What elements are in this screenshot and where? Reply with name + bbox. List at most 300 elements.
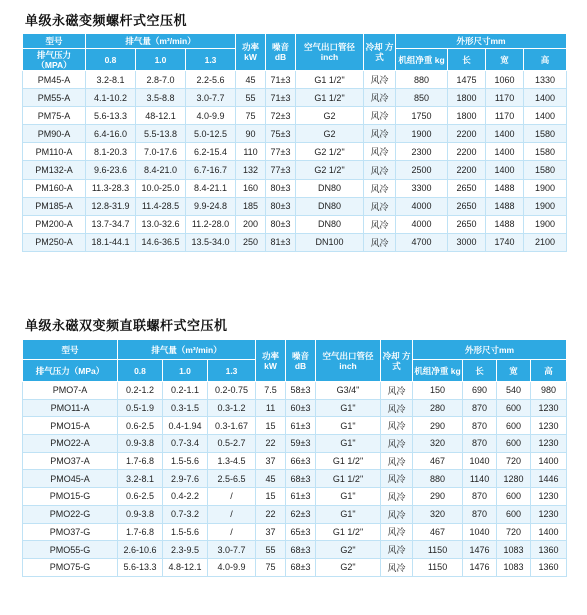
- cell-cooling: 风冷: [364, 107, 396, 125]
- cell-outlet: G1 1/2": [316, 470, 381, 488]
- cell-length: 870: [463, 505, 497, 523]
- cell-flow-1.0: 14.6-36.5: [136, 233, 186, 251]
- cell-model: PMO22-G: [23, 505, 118, 523]
- cell-height: 1360: [531, 558, 567, 576]
- cell-weight: 880: [396, 71, 448, 89]
- cell-length: 3000: [448, 233, 486, 251]
- cell-outlet: G2 1/2": [296, 161, 364, 179]
- cell-flow-1.3: 4.0-9.9: [186, 107, 236, 125]
- cell-flow-1.3: 0.3-1.67: [208, 417, 256, 435]
- cell-height: 1400: [524, 107, 567, 125]
- cell-cooling: 风冷: [381, 505, 413, 523]
- cell-width: 1083: [497, 558, 531, 576]
- cell-flow-0.8: 18.1-44.1: [86, 233, 136, 251]
- table2-title: 单级永磁双变频直联螺杆式空压机: [25, 319, 228, 334]
- cell-height: 1400: [524, 89, 567, 107]
- table-row: [23, 505, 567, 523]
- cell-model: PM160-A: [23, 179, 86, 197]
- cell-noise: 80±3: [266, 197, 296, 215]
- cell-length: 2650: [448, 179, 486, 197]
- header-flow-1.0: 1.0: [136, 49, 186, 71]
- cell-weight: 850: [396, 89, 448, 107]
- cell-weight: 290: [413, 417, 463, 435]
- table-row: [23, 523, 567, 541]
- cell-height: 1580: [524, 125, 567, 143]
- header-width: 宽: [497, 360, 531, 382]
- cell-weight: 320: [413, 505, 463, 523]
- table-row: [23, 143, 567, 161]
- cell-outlet: G1 1/2": [316, 523, 381, 541]
- cell-flow-1.0: 1.5-5.6: [163, 452, 208, 470]
- cell-width: 1488: [486, 197, 524, 215]
- cell-weight: 1150: [413, 541, 463, 559]
- cell-flow-1.0: 8.4-21.0: [136, 161, 186, 179]
- cell-cooling: 风冷: [364, 143, 396, 161]
- table-row: [23, 382, 567, 400]
- cell-height: 1580: [524, 161, 567, 179]
- cell-cooling: 风冷: [381, 523, 413, 541]
- cell-flow-1.0: 10.0-25.0: [136, 179, 186, 197]
- cell-weight: 1900: [396, 125, 448, 143]
- cell-flow-1.0: 0.4-1.94: [163, 417, 208, 435]
- cell-noise: 68±3: [286, 470, 316, 488]
- cell-width: 600: [497, 488, 531, 506]
- cell-length: 2200: [448, 143, 486, 161]
- cell-flow-0.8: 8.1-20.3: [86, 143, 136, 161]
- cell-flow-1.3: 11.2-28.0: [186, 215, 236, 233]
- cell-outlet: G1": [316, 399, 381, 417]
- cell-flow-1.0: 0.4-2.2: [163, 488, 208, 506]
- cell-outlet: G2 1/2": [296, 143, 364, 161]
- cell-length: 1800: [448, 107, 486, 125]
- cell-cooling: 风冷: [364, 125, 396, 143]
- header-power: 功率 kW: [236, 34, 266, 71]
- cell-flow-0.8: 0.6-2.5: [118, 488, 163, 506]
- table-row: [23, 179, 567, 197]
- cell-cooling: 风冷: [381, 382, 413, 400]
- header-noise: 噪音 dB: [286, 340, 316, 382]
- cell-outlet: G1": [316, 435, 381, 453]
- cell-flow-0.8: 3.2-8.1: [118, 470, 163, 488]
- cell-flow-1.0: 1.5-5.6: [163, 523, 208, 541]
- cell-outlet: DN80: [296, 215, 364, 233]
- cell-flow-1.0: 13.0-32.6: [136, 215, 186, 233]
- cell-flow-0.8: 0.9-3.8: [118, 435, 163, 453]
- cell-height: 1580: [524, 143, 567, 161]
- cell-outlet: G1": [316, 417, 381, 435]
- cell-power: 45: [256, 470, 286, 488]
- table1-title: 单级永磁变频螺杆式空压机: [25, 14, 188, 29]
- cell-width: 1400: [486, 161, 524, 179]
- table1-body: [23, 71, 567, 252]
- cell-outlet: G1 1/2": [296, 89, 364, 107]
- cell-flow-1.3: 0.3-1.2: [208, 399, 256, 417]
- cell-flow-0.8: 13.7-34.7: [86, 215, 136, 233]
- cell-flow-1.0: 11.4-28.5: [136, 197, 186, 215]
- cell-flow-1.3: 13.5-34.0: [186, 233, 236, 251]
- cell-noise: 75±3: [266, 125, 296, 143]
- cell-noise: 80±3: [266, 179, 296, 197]
- cell-length: 1140: [463, 470, 497, 488]
- table-row: [23, 558, 567, 576]
- cell-outlet: G2: [296, 125, 364, 143]
- cell-power: 22: [256, 435, 286, 453]
- cell-length: 2650: [448, 215, 486, 233]
- cell-flow-0.8: 1.7-6.8: [118, 452, 163, 470]
- cell-width: 600: [497, 417, 531, 435]
- cell-width: 720: [497, 523, 531, 541]
- header-cooling: 冷却 方式: [364, 34, 396, 71]
- cell-model: PMO37-A: [23, 452, 118, 470]
- table-row: [23, 197, 567, 215]
- cell-height: 1900: [524, 179, 567, 197]
- cell-weight: 1750: [396, 107, 448, 125]
- cell-flow-1.3: 6.7-16.7: [186, 161, 236, 179]
- cell-model: PMO22-A: [23, 435, 118, 453]
- cell-power: 45: [236, 71, 266, 89]
- table-row: [23, 435, 567, 453]
- cell-cooling: 风冷: [364, 197, 396, 215]
- cell-weight: 150: [413, 382, 463, 400]
- header-flow-1.3: 1.3: [186, 49, 236, 71]
- cell-model: PM110-A: [23, 143, 86, 161]
- cell-flow-0.8: 1.7-6.8: [118, 523, 163, 541]
- cell-model: PMO55-G: [23, 541, 118, 559]
- cell-model: PMO75-G: [23, 558, 118, 576]
- cell-flow-1.0: 0.3-1.5: [163, 399, 208, 417]
- cell-cooling: 风冷: [364, 215, 396, 233]
- cell-noise: 65±3: [286, 523, 316, 541]
- cell-width: 1280: [497, 470, 531, 488]
- cell-cooling: 风冷: [381, 558, 413, 576]
- cell-noise: 58±3: [286, 382, 316, 400]
- cell-power: 75: [236, 107, 266, 125]
- cell-height: 980: [531, 382, 567, 400]
- cell-height: 1446: [531, 470, 567, 488]
- cell-noise: 66±3: [286, 452, 316, 470]
- cell-flow-0.8: 5.6-13.3: [118, 558, 163, 576]
- cell-noise: 72±3: [266, 107, 296, 125]
- cell-noise: 81±3: [266, 233, 296, 251]
- cell-noise: 60±3: [286, 399, 316, 417]
- table-row: [23, 125, 567, 143]
- cell-noise: 68±3: [286, 558, 316, 576]
- cell-height: 1400: [531, 523, 567, 541]
- header-outlet: 空气出口管径 inch: [296, 34, 364, 71]
- cell-length: 1040: [463, 452, 497, 470]
- cell-flow-1.3: 4.0-9.9: [208, 558, 256, 576]
- cell-weight: 320: [413, 435, 463, 453]
- cell-model: PM55-A: [23, 89, 86, 107]
- cell-outlet: G2": [316, 541, 381, 559]
- cell-length: 1040: [463, 523, 497, 541]
- cell-flow-0.8: 0.9-3.8: [118, 505, 163, 523]
- cell-height: 1360: [531, 541, 567, 559]
- cell-flow-0.8: 9.6-23.6: [86, 161, 136, 179]
- cell-height: 1330: [524, 71, 567, 89]
- cell-width: 540: [497, 382, 531, 400]
- cell-width: 600: [497, 435, 531, 453]
- cell-power: 75: [256, 558, 286, 576]
- cell-weight: 4700: [396, 233, 448, 251]
- cell-noise: 61±3: [286, 488, 316, 506]
- cell-power: 110: [236, 143, 266, 161]
- cell-flow-0.8: 11.3-28.3: [86, 179, 136, 197]
- cell-cooling: 风冷: [381, 488, 413, 506]
- cell-length: 1475: [448, 71, 486, 89]
- cell-outlet: DN80: [296, 179, 364, 197]
- cell-model: PM200-A: [23, 215, 86, 233]
- cell-flow-1.3: 9.9-24.8: [186, 197, 236, 215]
- cell-flow-1.0: 2.8-7.0: [136, 71, 186, 89]
- cell-flow-1.0: 0.7-3.2: [163, 505, 208, 523]
- cell-flow-1.3: 2.5-6.5: [208, 470, 256, 488]
- header-model: 型号: [23, 34, 86, 49]
- cell-cooling: 风冷: [381, 435, 413, 453]
- cell-outlet: DN80: [296, 197, 364, 215]
- cell-weight: 880: [413, 470, 463, 488]
- cell-noise: 62±3: [286, 505, 316, 523]
- cell-flow-1.3: 0.5-2.7: [208, 435, 256, 453]
- cell-flow-1.0: 48-12.1: [136, 107, 186, 125]
- cell-length: 870: [463, 435, 497, 453]
- cell-width: 1400: [486, 125, 524, 143]
- header-flow-1.0: 1.0: [163, 360, 208, 382]
- header-noise: 噪音 dB: [266, 34, 296, 71]
- cell-outlet: G2: [296, 107, 364, 125]
- cell-flow-0.8: 2.6-10.6: [118, 541, 163, 559]
- cell-height: 1230: [531, 435, 567, 453]
- cell-length: 1800: [448, 89, 486, 107]
- cell-model: PMO15-G: [23, 488, 118, 506]
- cell-noise: 68±3: [286, 541, 316, 559]
- cell-noise: 80±3: [266, 215, 296, 233]
- cell-flow-1.3: 3.0-7.7: [186, 89, 236, 107]
- cell-model: PMO45-A: [23, 470, 118, 488]
- cell-flow-0.8: 0.5-1.9: [118, 399, 163, 417]
- cell-flow-0.8: 3.2-8.1: [86, 71, 136, 89]
- cell-width: 1400: [486, 143, 524, 161]
- header-pressure: 排气压力（MPa）: [23, 360, 118, 382]
- cell-power: 200: [236, 215, 266, 233]
- cell-power: 55: [256, 541, 286, 559]
- cell-weight: 467: [413, 523, 463, 541]
- cell-cooling: 风冷: [381, 399, 413, 417]
- cell-length: 2200: [448, 161, 486, 179]
- cell-flow-1.3: 6.2-15.4: [186, 143, 236, 161]
- cell-width: 1488: [486, 215, 524, 233]
- cell-power: 37: [256, 452, 286, 470]
- table-row: [23, 488, 567, 506]
- cell-power: 11: [256, 399, 286, 417]
- cell-cooling: 风冷: [364, 71, 396, 89]
- cell-length: 870: [463, 488, 497, 506]
- cell-flow-1.0: 2.9-7.6: [163, 470, 208, 488]
- cell-power: 160: [236, 179, 266, 197]
- cell-flow-0.8: 12.8-31.9: [86, 197, 136, 215]
- header-length: 长: [463, 360, 497, 382]
- cell-height: 1900: [524, 197, 567, 215]
- cell-noise: 77±3: [266, 143, 296, 161]
- cell-width: 1083: [497, 541, 531, 559]
- cell-length: 2650: [448, 197, 486, 215]
- cell-model: PM45-A: [23, 71, 86, 89]
- cell-width: 600: [497, 505, 531, 523]
- cell-width: 1170: [486, 89, 524, 107]
- cell-model: PMO11-A: [23, 399, 118, 417]
- cell-power: 37: [256, 523, 286, 541]
- cell-power: 132: [236, 161, 266, 179]
- cell-flow-1.0: 2.3-9.5: [163, 541, 208, 559]
- cell-flow-1.0: 3.5-8.8: [136, 89, 186, 107]
- table-row: [23, 417, 567, 435]
- cell-flow-1.3: /: [208, 505, 256, 523]
- cell-outlet: DN100: [296, 233, 364, 251]
- cell-weight: 2500: [396, 161, 448, 179]
- cell-length: 2200: [448, 125, 486, 143]
- cell-model: PMO15-A: [23, 417, 118, 435]
- header-length: 长: [448, 49, 486, 71]
- cell-flow-1.0: 7.0-17.6: [136, 143, 186, 161]
- header-pressure: 排气压力（MPA）: [23, 49, 86, 71]
- cell-power: 15: [256, 488, 286, 506]
- cell-flow-1.3: 3.0-7.7: [208, 541, 256, 559]
- cell-outlet: G3/4": [316, 382, 381, 400]
- header-weight: 机组净重 kg: [396, 49, 448, 71]
- table-row: [23, 71, 567, 89]
- cell-cooling: 风冷: [364, 161, 396, 179]
- cell-weight: 1150: [413, 558, 463, 576]
- table-row: [23, 215, 567, 233]
- spec-table-2: [22, 339, 567, 577]
- cell-width: 1170: [486, 107, 524, 125]
- cell-power: 185: [236, 197, 266, 215]
- header-height: 高: [524, 49, 567, 71]
- cell-width: 1740: [486, 233, 524, 251]
- cell-power: 250: [236, 233, 266, 251]
- cell-length: 690: [463, 382, 497, 400]
- header-flow-0.8: 0.8: [86, 49, 136, 71]
- header-width: 宽: [486, 49, 524, 71]
- cell-model: PMO7-A: [23, 382, 118, 400]
- cell-length: 1476: [463, 541, 497, 559]
- cell-flow-1.3: 5.0-12.5: [186, 125, 236, 143]
- cell-weight: 3300: [396, 179, 448, 197]
- table2-body: [23, 382, 567, 577]
- header-power: 功率 kW: [256, 340, 286, 382]
- cell-height: 1400: [531, 452, 567, 470]
- cell-power: 55: [236, 89, 266, 107]
- cell-weight: 4000: [396, 215, 448, 233]
- cell-width: 1488: [486, 179, 524, 197]
- cell-noise: 59±3: [286, 435, 316, 453]
- cell-weight: 2300: [396, 143, 448, 161]
- cell-height: 2100: [524, 233, 567, 251]
- header-height: 高: [531, 360, 567, 382]
- table-row: [23, 452, 567, 470]
- cell-cooling: 风冷: [364, 179, 396, 197]
- table-row: [23, 399, 567, 417]
- header-flow: 排气量（m³/min）: [86, 34, 236, 49]
- cell-length: 870: [463, 399, 497, 417]
- cell-power: 7.5: [256, 382, 286, 400]
- header-outlet: 空气出口管径 inch: [316, 340, 381, 382]
- cell-cooling: 风冷: [381, 452, 413, 470]
- cell-height: 1230: [531, 505, 567, 523]
- cell-flow-1.3: 2.2-5.6: [186, 71, 236, 89]
- cell-model: PM185-A: [23, 197, 86, 215]
- cell-cooling: 风冷: [364, 89, 396, 107]
- cell-flow-1.0: 0.2-1.1: [163, 382, 208, 400]
- cell-flow-1.3: /: [208, 488, 256, 506]
- cell-outlet: G1 1/2": [316, 452, 381, 470]
- cell-weight: 290: [413, 488, 463, 506]
- cell-noise: 77±3: [266, 161, 296, 179]
- table-row: [23, 470, 567, 488]
- cell-flow-1.3: 0.2-0.75: [208, 382, 256, 400]
- cell-flow-0.8: 0.2-1.2: [118, 382, 163, 400]
- cell-flow-0.8: 6.4-16.0: [86, 125, 136, 143]
- cell-noise: 71±3: [266, 89, 296, 107]
- cell-flow-1.0: 0.7-3.4: [163, 435, 208, 453]
- cell-length: 870: [463, 417, 497, 435]
- table-row: [23, 541, 567, 559]
- cell-model: PM250-A: [23, 233, 86, 251]
- cell-model: PM75-A: [23, 107, 86, 125]
- cell-flow-0.8: 0.6-2.5: [118, 417, 163, 435]
- cell-flow-1.3: 8.4-21.1: [186, 179, 236, 197]
- cell-outlet: G1 1/2": [296, 71, 364, 89]
- cell-noise: 71±3: [266, 71, 296, 89]
- cell-noise: 61±3: [286, 417, 316, 435]
- cell-cooling: 风冷: [381, 417, 413, 435]
- cell-outlet: G1": [316, 505, 381, 523]
- header-weight: 机组净重 kg: [413, 360, 463, 382]
- cell-model: PMO37-G: [23, 523, 118, 541]
- cell-flow-1.0: 4.8-12.1: [163, 558, 208, 576]
- header-dimensions: 外形尺寸mm: [413, 340, 567, 360]
- cell-model: PM90-A: [23, 125, 86, 143]
- spec-table-1: [22, 33, 567, 252]
- table-row: [23, 107, 567, 125]
- cell-power: 90: [236, 125, 266, 143]
- header-flow-1.3: 1.3: [208, 360, 256, 382]
- header-model: 型号: [23, 340, 118, 360]
- cell-power: 15: [256, 417, 286, 435]
- cell-flow-1.3: 1.3-4.5: [208, 452, 256, 470]
- cell-height: 1900: [524, 215, 567, 233]
- cell-width: 1060: [486, 71, 524, 89]
- cell-cooling: 风冷: [381, 470, 413, 488]
- cell-width: 720: [497, 452, 531, 470]
- cell-outlet: G1": [316, 488, 381, 506]
- cell-length: 1476: [463, 558, 497, 576]
- cell-height: 1230: [531, 417, 567, 435]
- cell-outlet: G2": [316, 558, 381, 576]
- header-flow-0.8: 0.8: [118, 360, 163, 382]
- cell-flow-0.8: 4.1-10.2: [86, 89, 136, 107]
- cell-cooling: 风冷: [364, 233, 396, 251]
- header-flow: 排气量（m³/min）: [118, 340, 256, 360]
- header-dimensions: 外形尺寸mm: [396, 34, 567, 49]
- cell-weight: 467: [413, 452, 463, 470]
- cell-height: 1230: [531, 488, 567, 506]
- table-row: [23, 89, 567, 107]
- cell-model: PM132-A: [23, 161, 86, 179]
- cell-weight: 280: [413, 399, 463, 417]
- table-row: [23, 161, 567, 179]
- cell-cooling: 风冷: [381, 541, 413, 559]
